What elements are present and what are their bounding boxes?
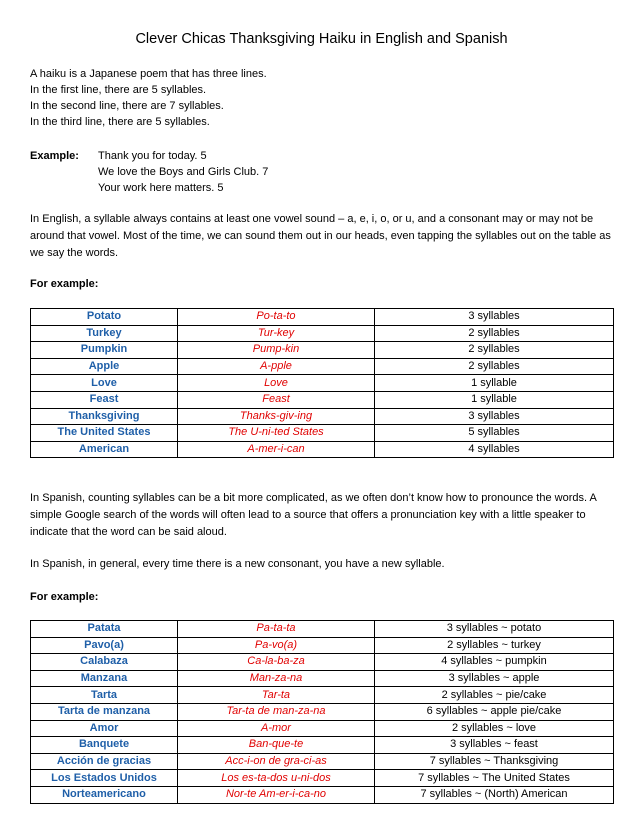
syllable-count-cell: 6 syllables ~ apple pie/cake xyxy=(375,703,614,720)
spanish-table-row xyxy=(31,621,614,638)
syllable-breakdown-cell: Tar-ta xyxy=(178,687,375,704)
spanish-table-row xyxy=(31,786,614,803)
intro-line-1: A haiku is a Japanese poem that has three lines. xyxy=(30,68,267,80)
word-cell: Manzana xyxy=(31,670,178,687)
syllable-breakdown-cell: A-pple xyxy=(178,358,375,375)
word-cell: Norteamericano xyxy=(31,786,178,803)
for-example-heading-2: For example: xyxy=(30,591,99,603)
english-table-row xyxy=(31,358,614,375)
word-cell: Acción de gracias xyxy=(31,753,178,770)
english-table-row xyxy=(31,325,614,342)
syllable-breakdown-cell: Feast xyxy=(178,391,375,408)
english-table-row xyxy=(31,342,614,359)
syllable-count-cell: 5 syllables xyxy=(375,425,614,442)
syllable-count-cell: 1 syllable xyxy=(375,375,614,392)
spanish-table-row xyxy=(31,720,614,737)
word-cell: Turkey xyxy=(31,325,178,342)
syllable-breakdown-cell: A-mer-i-can xyxy=(178,441,375,458)
syllable-breakdown-cell: Pa-vo(a) xyxy=(178,637,375,654)
syllable-breakdown-cell: A-mor xyxy=(178,720,375,737)
syllable-count-cell: 7 syllables ~ (North) American xyxy=(375,786,614,803)
intro-line-4: In the third line, there are 5 syllables. xyxy=(30,116,210,128)
english-syllable-table xyxy=(30,308,614,458)
word-cell: American xyxy=(31,441,178,458)
syllable-breakdown-cell: Acc-i-on de gra-ci-as xyxy=(178,753,375,770)
spanish-table-row xyxy=(31,770,614,787)
english-paragraph: In English, a syllable always contains at least one vowel sound – a, e, i, o, or u, and a consonant may or may not be around that vowel. Most of the time, we can sound them out in our heads, even tapping the syllables out on the table as we say the words. xyxy=(30,213,611,259)
word-cell: Patata xyxy=(31,621,178,638)
syllable-count-cell: 2 syllables xyxy=(375,325,614,342)
example-line-3: Your work here matters. 5 xyxy=(98,182,224,194)
syllable-breakdown-cell: Tur-key xyxy=(178,325,375,342)
spanish-table-row xyxy=(31,654,614,671)
spanish-table-row xyxy=(31,753,614,770)
english-table-row xyxy=(31,425,614,442)
syllable-count-cell: 1 syllable xyxy=(375,391,614,408)
for-example-heading-1: For example: xyxy=(30,278,99,290)
syllable-count-cell: 7 syllables ~ Thanksgiving xyxy=(375,753,614,770)
word-cell: Love xyxy=(31,375,178,392)
syllable-count-cell: 4 syllables ~ pumpkin xyxy=(375,654,614,671)
syllable-breakdown-cell: Pa-ta-ta xyxy=(178,621,375,638)
english-table-row xyxy=(31,309,614,326)
spanish-syllable-table xyxy=(30,620,614,804)
syllable-count-cell: 2 syllables xyxy=(375,358,614,375)
english-table-row xyxy=(31,408,614,425)
spanish-table-row xyxy=(31,737,614,754)
word-cell: Banquete xyxy=(31,737,178,754)
syllable-breakdown-cell: Nor-te Am-er-i-ca-no xyxy=(178,786,375,803)
syllable-count-cell: 2 syllables ~ turkey xyxy=(375,637,614,654)
syllable-count-cell: 3 syllables ~ potato xyxy=(375,621,614,638)
example-label: Example: xyxy=(30,150,79,162)
word-cell: Tarta xyxy=(31,687,178,704)
syllable-count-cell: 2 syllables xyxy=(375,342,614,359)
syllable-breakdown-cell: The U-ni-ted States xyxy=(178,425,375,442)
syllable-breakdown-cell: Love xyxy=(178,375,375,392)
syllable-breakdown-cell: Los es-ta-dos u-ni-dos xyxy=(178,770,375,787)
syllable-breakdown-cell: Tar-ta de man-za-na xyxy=(178,703,375,720)
syllable-breakdown-cell: Thanks-giv-ing xyxy=(178,408,375,425)
word-cell: Calabaza xyxy=(31,654,178,671)
spanish-table-row xyxy=(31,670,614,687)
syllable-count-cell: 3 syllables xyxy=(375,408,614,425)
word-cell: The United States xyxy=(31,425,178,442)
syllable-count-cell: 4 syllables xyxy=(375,441,614,458)
spanish-paragraph-2: In Spanish, in general, every time there is a new consonant, you have a new syllable. xyxy=(30,558,445,570)
syllable-count-cell: 2 syllables ~ love xyxy=(375,720,614,737)
english-table-row xyxy=(31,375,614,392)
spanish-table-row xyxy=(31,703,614,720)
word-cell: Apple xyxy=(31,358,178,375)
english-table-row xyxy=(31,441,614,458)
spanish-paragraph-1: In Spanish, counting syllables can be a bit more complicated, as we often don’t know how to pronounce the words. A simple Google search of the words will often lead to a source that offers a pronunciation key with a little speaker to indicate that the word can be said aloud. xyxy=(30,492,597,538)
syllable-count-cell: 7 syllables ~ The United States xyxy=(375,770,614,787)
spanish-table-row xyxy=(31,687,614,704)
syllable-count-cell: 3 syllables ~ feast xyxy=(375,737,614,754)
word-cell: Feast xyxy=(31,391,178,408)
example-line-1: Thank you for today. 5 xyxy=(98,150,207,162)
syllable-count-cell: 2 syllables ~ pie/cake xyxy=(375,687,614,704)
example-line-2: We love the Boys and Girls Club. 7 xyxy=(98,166,269,178)
syllable-breakdown-cell: Ca-la-ba-za xyxy=(178,654,375,671)
document-title: Clever Chicas Thanksgiving Haiku in English and Spanish xyxy=(135,31,508,47)
word-cell: Pumpkin xyxy=(31,342,178,359)
syllable-breakdown-cell: Po-ta-to xyxy=(178,309,375,326)
intro-line-3: In the second line, there are 7 syllables. xyxy=(30,100,224,112)
syllable-breakdown-cell: Pump-kin xyxy=(178,342,375,359)
word-cell: Potato xyxy=(31,309,178,326)
word-cell: Tarta de manzana xyxy=(31,703,178,720)
syllable-breakdown-cell: Ban-que-te xyxy=(178,737,375,754)
syllable-breakdown-cell: Man-za-na xyxy=(178,670,375,687)
syllable-count-cell: 3 syllables ~ apple xyxy=(375,670,614,687)
word-cell: Amor xyxy=(31,720,178,737)
intro-line-2: In the first line, there are 5 syllables. xyxy=(30,84,207,96)
word-cell: Thanksgiving xyxy=(31,408,178,425)
english-table-row xyxy=(31,391,614,408)
syllable-count-cell: 3 syllables xyxy=(375,309,614,326)
word-cell: Los Estados Unidos xyxy=(31,770,178,787)
spanish-table-row xyxy=(31,637,614,654)
word-cell: Pavo(a) xyxy=(31,637,178,654)
